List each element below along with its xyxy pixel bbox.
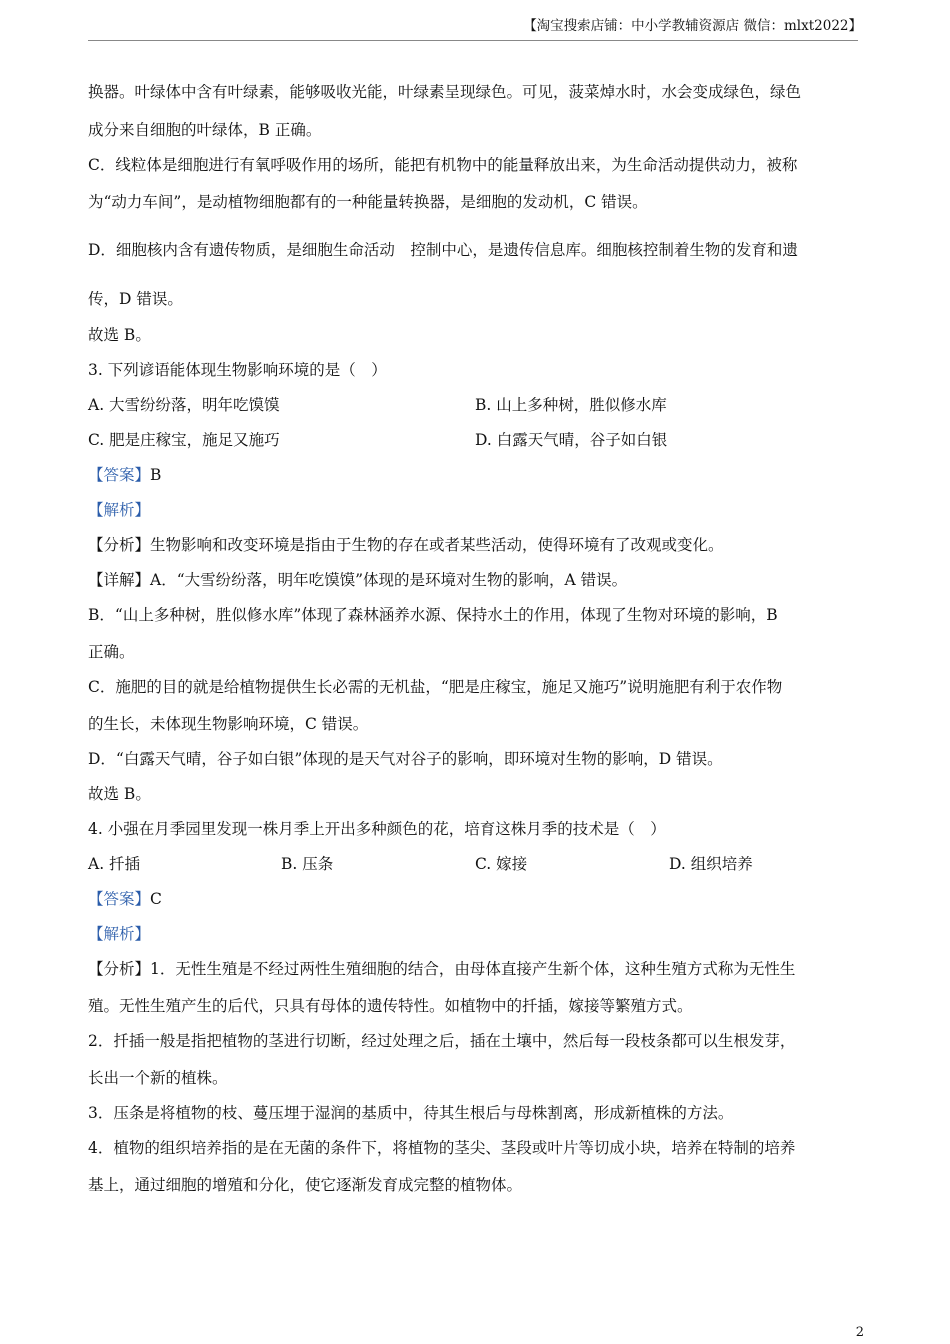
text-line: 的生长，未体现生物影响环境，C 错误。: [88, 715, 369, 733]
q3-answer: [88, 465, 161, 485]
question-3-stem: 3. 下列谚语能体现生物影响环境的是（ ）: [88, 361, 387, 379]
text-line: D．细胞核内含有遗传物质，是细胞生命活动 控制中心，是遗传信息库。细胞核控制着生物的发育和遗: [88, 241, 798, 259]
question-4-stem: 4. 小强在月季园里发现一株月季上开出多种颜色的花，培育这株月季的技术是（ ）: [88, 820, 666, 838]
q3-option-b: B. 山上多种树，胜似修水库: [475, 396, 667, 414]
text-line: 长出一个新的植株。: [88, 1069, 228, 1087]
q3-option-a: A. 大雪纷纷落，明年吃馍馍: [88, 396, 280, 414]
text-line: B．“山上多种树，胜似修水库”体现了森林涵养水源、保持水土的作用，体现了生物对环境的影响，B: [88, 606, 778, 624]
answer-value: B: [150, 466, 162, 484]
text-line: 成分来自细胞的叶绿体，B 正确。: [88, 121, 322, 139]
q4-option-d: D. 组织培养: [669, 855, 753, 873]
text-line: 正确。: [88, 643, 135, 661]
text-line: 故选 B。: [88, 326, 151, 344]
text-line: 为“动力车间”，是动植物细胞都有的一种能量转换器，是细胞的发动机，C 错误。: [88, 193, 648, 211]
text-line: D．“白露天气晴，谷子如白银”体现的是天气对谷子的影响，即环境对生物的影响，D 错误。: [88, 750, 723, 768]
text-line: C．线粒体是细胞进行有氧呼吸作用的场所，能把有机物中的能量释放出来，为生命活动提供动力，被称: [88, 156, 798, 174]
text-line: 换器。叶绿体中含有叶绿素，能够吸收光能，叶绿素呈现绿色。可见，菠菜焯水时，水会变成绿色，绿色: [88, 83, 802, 101]
q3-option-d: D. 白露天气晴，谷子如白银: [475, 431, 668, 449]
text-line: 【分析】生物影响和改变环境是指由于生物的存在或者某些活动，使得环境有了改观或变化。: [88, 536, 724, 554]
page-number: 2: [855, 1325, 864, 1340]
q4-option-c: C. 嫁接: [475, 855, 528, 873]
text-line: 传，D 错误。: [88, 290, 183, 308]
q3-analysis-tag: 【解析】: [88, 501, 151, 519]
q4-option-a: A. 扦插: [88, 855, 141, 873]
answer-tag: 【答案】: [88, 466, 151, 484]
answer-value: C: [150, 890, 162, 908]
header-rule: [88, 40, 858, 41]
page-header: 【淘宝搜索店铺：中小学教辅资源店 微信：mlxt2022】: [523, 18, 862, 34]
text-line: C．施肥的目的就是给植物提供生长必需的无机盐，“肥是庄稼宝，施足又施巧”说明施肥有利于农作物: [88, 678, 783, 696]
q4-option-b: B. 压条: [281, 855, 334, 873]
text-line: 【分析】1．无性生殖是不经过两性生殖细胞的结合，由母体直接产生新个体，这种生殖方式称为无性生: [88, 960, 796, 978]
text-line: 4．植物的组织培养指的是在无菌的条件下，将植物的茎尖、茎段或叶片等切成小块，培养在特制的培养: [88, 1139, 796, 1157]
q3-option-c: C. 肥是庄稼宝，施足又施巧: [88, 431, 280, 449]
text-line: 2．扦插一般是指把植物的茎进行切断，经过处理之后，插在土壤中，然后每一段枝条都可以生根发芽，: [88, 1032, 796, 1050]
text-line: 基上，通过细胞的增殖和分化，使它逐渐发育成完整的植物体。: [88, 1176, 523, 1194]
answer-tag: 【答案】: [88, 890, 151, 908]
text-line: 殖。无性生殖产生的后代，只具有母体的遗传特性。如植物中的扦插，嫁接等繁殖方式。: [88, 997, 693, 1015]
q4-answer: [88, 889, 162, 909]
text-line: 故选 B。: [88, 785, 151, 803]
text-line: 【详解】A．“大雪纷纷落，明年吃馍馍”体现的是环境对生物的影响，A 错误。: [88, 571, 628, 589]
text-line: 3．压条是将植物的枝、蔓压埋于湿润的基质中，待其生根后与母株割离，形成新植株的方法。: [88, 1104, 734, 1122]
q4-analysis-tag: 【解析】: [88, 925, 151, 943]
